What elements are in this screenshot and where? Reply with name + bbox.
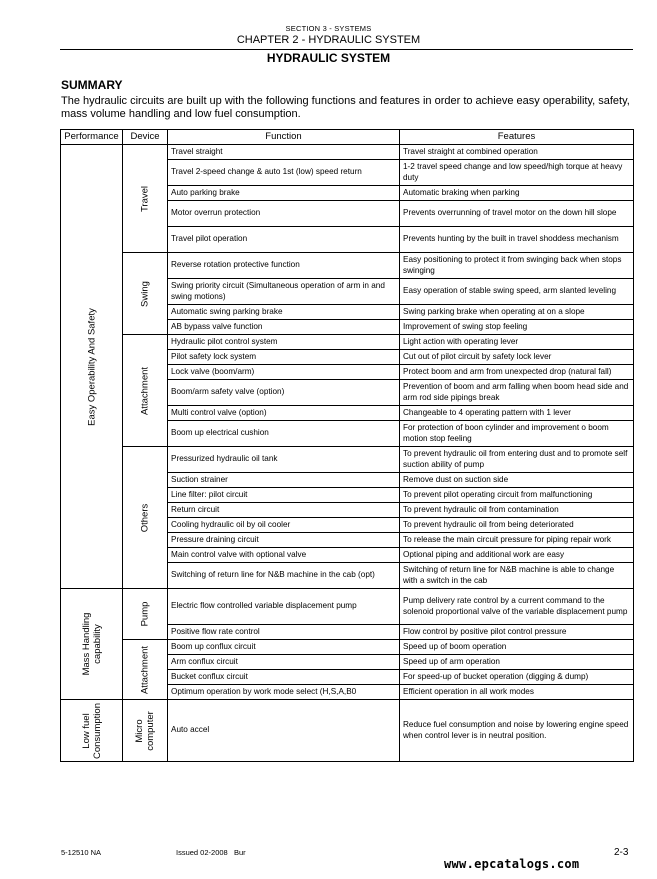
performance-mass-label bbox=[81, 613, 103, 676]
header-divider bbox=[60, 49, 633, 50]
features-cell: Improvement of swing stop feeling bbox=[400, 320, 634, 335]
function-cell: Bucket conflux circuit bbox=[168, 670, 400, 685]
features-cell: Reduce fuel consumption and noise by lowering engine speed when control lever is in neutral position. bbox=[400, 700, 634, 762]
features-cell: Prevention of boom and arm falling when boom head side and arm rod side pipings break bbox=[400, 380, 634, 406]
features-cell: For speed-up of bucket operation (digging & dump) bbox=[400, 670, 634, 685]
table-row bbox=[61, 253, 634, 279]
features-cell: Speed up of boom operation bbox=[400, 640, 634, 655]
features-cell: Prevents overrunning of travel motor on the down hill slope bbox=[400, 201, 634, 227]
function-cell: Travel pilot operation bbox=[168, 227, 400, 253]
device-travel-label: Travel bbox=[139, 185, 151, 212]
features-cell: Easy positioning to protect it from swinging back when stops swinging bbox=[400, 253, 634, 279]
function-cell: Hydraulic pilot control system bbox=[168, 335, 400, 350]
features-cell: Automatic braking when parking bbox=[400, 186, 634, 201]
device-others-label: Others bbox=[139, 503, 151, 532]
features-cell: Easy operation of stable swing speed, arm slanted leveling bbox=[400, 279, 634, 305]
device-attachment2-label: Attachment bbox=[139, 645, 151, 694]
function-cell: Pressure draining circuit bbox=[168, 533, 400, 548]
features-cell: Optional piping and additional work are easy bbox=[400, 548, 634, 563]
performance-easy-operability bbox=[61, 145, 123, 589]
section-label: SECTION 3 - SYSTEMS bbox=[285, 24, 372, 33]
chapter-label: CHAPTER 2 - HYDRAULIC SYSTEM bbox=[236, 34, 421, 46]
function-cell: Travel straight bbox=[168, 145, 400, 160]
features-cell: To prevent pilot operating circuit from malfunctioning bbox=[400, 488, 634, 503]
features-cell: To prevent hydraulic oil from contamination bbox=[400, 503, 634, 518]
features-cell: 1-2 travel speed change and low speed/high torque at heavy duty bbox=[400, 160, 634, 186]
col-header-features: Features bbox=[400, 130, 634, 145]
function-cell: Boom up electrical cushion bbox=[168, 421, 400, 447]
device-pump bbox=[123, 589, 168, 640]
function-cell: Optimum operation by work mode select (H,S,A,B0 bbox=[168, 685, 400, 700]
function-cell: Suction strainer bbox=[168, 473, 400, 488]
function-cell: Pressurized hydraulic oil tank bbox=[168, 447, 400, 473]
function-cell: Travel 2-speed change & auto 1st (low) speed return bbox=[168, 160, 400, 186]
function-cell: Auto accel bbox=[168, 700, 400, 762]
function-cell: Positive flow rate control bbox=[168, 625, 400, 640]
col-header-performance: Performance bbox=[61, 130, 123, 145]
performance-low-line2: Consumption bbox=[91, 702, 103, 759]
performance-easy-label: Easy Operability And Safety bbox=[86, 307, 97, 426]
performance-low-fuel-label bbox=[81, 703, 103, 759]
device-micro-line1: Micro bbox=[134, 718, 145, 743]
issue-date: Issued 02-2008 bbox=[176, 848, 228, 857]
col-header-device: Device bbox=[123, 130, 168, 145]
function-cell: Main control valve with optional valve bbox=[168, 548, 400, 563]
device-swing bbox=[123, 253, 168, 335]
features-cell: To prevent hydraulic oil from entering dust and to promote self suction ability of pump bbox=[400, 447, 634, 473]
device-attachment bbox=[123, 335, 168, 447]
table-row bbox=[61, 145, 634, 160]
device-pump-label: Pump bbox=[139, 601, 151, 627]
function-cell: Lock valve (boom/arm) bbox=[168, 365, 400, 380]
device-micro-computer bbox=[123, 700, 168, 762]
features-cell: Travel straight at combined operation bbox=[400, 145, 634, 160]
device-micro-line2: computer bbox=[145, 710, 156, 751]
features-cell: Prevents hunting by the built in travel shoddess mechanism bbox=[400, 227, 634, 253]
features-cell: Efficient operation in all work modes bbox=[400, 685, 634, 700]
features-cell: For protection of boon cylinder and improvement o boom motion stop feeling bbox=[400, 421, 634, 447]
performance-mass-line2: capability bbox=[91, 624, 103, 664]
device-swing-label: Swing bbox=[139, 280, 151, 307]
performance-mass-handling bbox=[61, 589, 123, 700]
features-cell: To prevent hydraulic oil from being deteriorated bbox=[400, 518, 634, 533]
watermark-url[interactable]: www.epcatalogs.com bbox=[444, 857, 580, 871]
function-cell: Auto parking brake bbox=[168, 186, 400, 201]
features-cell: Switching of return line for N&B machine is able to change with a switch in the cab bbox=[400, 563, 634, 589]
table-header-row bbox=[61, 130, 634, 145]
summary-intro: The hydraulic circuits are built up with the following functions and features in order to achieve easy operability, safety, mass volume handling and low fuel consumption. bbox=[61, 95, 630, 120]
doc-number: 5-12510 NA bbox=[61, 848, 102, 857]
features-cell: Speed up of arm operation bbox=[400, 655, 634, 670]
performance-mass-line1: Mass Handling bbox=[80, 612, 92, 676]
table-row bbox=[61, 335, 634, 350]
page-title: HYDRAULIC SYSTEM bbox=[266, 51, 391, 65]
function-cell: Arm conflux circuit bbox=[168, 655, 400, 670]
function-cell: Motor overrun protection bbox=[168, 201, 400, 227]
function-cell: Line filter: pilot circuit bbox=[168, 488, 400, 503]
device-travel bbox=[123, 145, 168, 253]
table-row bbox=[61, 700, 634, 762]
device-attachment-2 bbox=[123, 640, 168, 700]
function-cell: Swing priority circuit (Simultaneous operation of arm in and swing motions) bbox=[168, 279, 400, 305]
function-cell: Boom up conflux circuit bbox=[168, 640, 400, 655]
function-cell: Boom/arm safety valve (option) bbox=[168, 380, 400, 406]
col-header-function: Function bbox=[168, 130, 400, 145]
table-row bbox=[61, 447, 634, 473]
table-row bbox=[61, 589, 634, 625]
issue-info bbox=[176, 848, 246, 857]
features-cell: Light action with operating lever bbox=[400, 335, 634, 350]
function-cell: Return circuit bbox=[168, 503, 400, 518]
features-cell: Protect boom and arm from unexpected drop (natural fall) bbox=[400, 365, 634, 380]
function-cell: Cooling hydraulic oil by oil cooler bbox=[168, 518, 400, 533]
performance-low-line1: Low fuel bbox=[80, 712, 92, 749]
device-micro-label bbox=[134, 711, 156, 751]
function-cell: AB bypass valve function bbox=[168, 320, 400, 335]
page-number: 2-3 bbox=[614, 847, 629, 858]
function-cell: Reverse rotation protective function bbox=[168, 253, 400, 279]
features-cell: Pump delivery rate control by a current command to the solenoid proportional valve of the variable displacement pump bbox=[400, 589, 634, 625]
function-cell: Pilot safety lock system bbox=[168, 350, 400, 365]
function-cell: Multi control valve (option) bbox=[168, 406, 400, 421]
performance-low-fuel bbox=[61, 700, 123, 762]
features-cell: Changeable to 4 operating pattern with 1 lever bbox=[400, 406, 634, 421]
function-cell: Electric flow controlled variable displacement pump bbox=[168, 589, 400, 625]
table-row bbox=[61, 640, 634, 655]
function-cell: Switching of return line for N&B machine in the cab (opt) bbox=[168, 563, 400, 589]
features-cell: Remove dust on suction side bbox=[400, 473, 634, 488]
device-attachment-label: Attachment bbox=[139, 366, 151, 415]
issue-lang: Bur bbox=[233, 848, 246, 857]
device-others bbox=[123, 447, 168, 589]
features-cell: Cut out of pilot circuit by safety lock lever bbox=[400, 350, 634, 365]
features-cell: To release the main circuit pressure for piping repair work bbox=[400, 533, 634, 548]
summary-heading: SUMMARY bbox=[61, 78, 123, 92]
features-cell: Flow control by positive pilot control pressure bbox=[400, 625, 634, 640]
features-cell: Swing parking brake when operating at on a slope bbox=[400, 305, 634, 320]
hydraulic-summary-table bbox=[60, 129, 634, 762]
function-cell: Automatic swing parking brake bbox=[168, 305, 400, 320]
